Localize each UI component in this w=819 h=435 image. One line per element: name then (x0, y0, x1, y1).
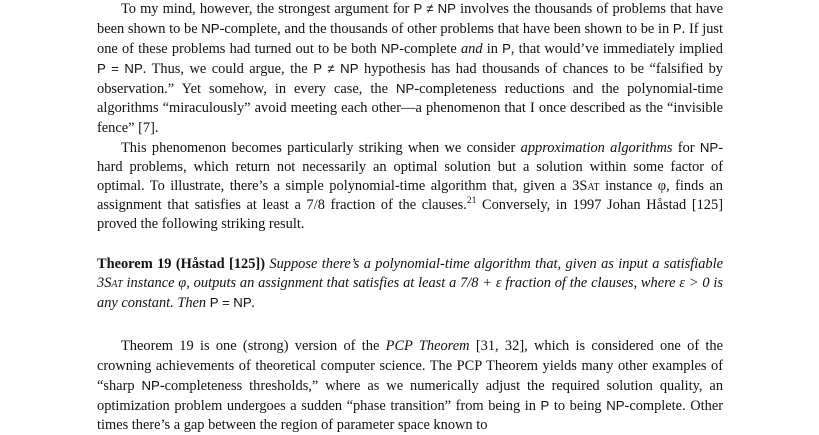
emphasis-approximation-algorithms: approximation algorithms (520, 139, 673, 156)
text-run: -complete. Other times there’s a gap between the region of parameter space known to (97, 397, 724, 433)
footnote-marker[interactable]: 21 (466, 196, 477, 207)
text-run: This phenomenon becomes particularly striking when we consider (121, 139, 521, 156)
theorem-text: . (251, 295, 256, 312)
text-run: -complete (399, 41, 461, 58)
theorem-19 (97, 255, 723, 313)
text-run: -completeness reductions and the polynomial-time algorithms “miraculously” avoid meeting each other—a phenomenon that I once described as the “invisible fence” [7]. (97, 81, 724, 136)
emphasis-pcp-theorem: PCP Theorem (385, 338, 470, 355)
text-run: Conversely, in 1997 Johan Håstad [125] proved the following striking result. (97, 196, 723, 233)
text-run: for (672, 139, 700, 156)
math-np: NP (380, 41, 400, 57)
math-np: NP (201, 21, 220, 37)
text-run: . Thus, we could argue, the (142, 61, 314, 78)
text-run: Theorem 19 is one (strong) version of the (121, 338, 386, 355)
theorem-heading: Theorem 19 (Håstad [125]) (97, 256, 265, 273)
text-run: -hard problems, which return not necessarily an optimal solution but a solution within some factor of optimal. To illustrate, there’s a simple polynomial-time algorithm that, given a 3 (97, 139, 723, 194)
small-caps-sat: Sat (104, 275, 123, 292)
paragraph-pcp-theorem (97, 337, 723, 434)
math-np: NP (396, 81, 415, 97)
text-run: . If just one of these problems had turned out to be both (97, 21, 724, 58)
math-np: NP (141, 377, 160, 393)
text-run: , that would’ve immediately implied (510, 41, 724, 58)
small-caps-sat: Sat (579, 177, 600, 194)
paper-page (97, 0, 723, 435)
paragraph-invisible-fence (97, 0, 723, 138)
text-run: -complete, and the thousands of other problems that have been shown to be in (219, 21, 673, 38)
theorem-text: Suppose there’s a polynomial-time algorithm that, given as input a satisfiable 3 (97, 256, 724, 292)
text-run: -completeness thresholds,” where as we numerically adjust the required solution quality, an optimization problem undergoes a sudden “phase transition” from being in (97, 377, 724, 414)
text-run: hypothesis has had thousands of chances to be “falsified by observation.” Yet somehow, in every case, the (97, 61, 723, 98)
math-p-neq-np: P ≠ NP (413, 1, 456, 16)
math-np: NP (699, 139, 719, 155)
math-p-eq-np: P = NP (209, 295, 252, 311)
theorem-text: instance φ, outputs an assignment that satisfies at least a 7/8 + ε fraction of the clauses, where ε > 0 is any constant. Then (97, 275, 723, 312)
paragraph-approximation (97, 138, 723, 234)
text-run: [31, 32], which is considered one of the crowning achievements of theoretical computer science. The PCP Theorem yields many other examples of “sharp (97, 338, 723, 394)
text-run: in (482, 41, 503, 58)
text-run: to being (549, 397, 607, 414)
emphasis-and: and (460, 41, 483, 58)
math-p: P (540, 397, 550, 413)
text-run: instance φ, finds an assignment that satisfies at least a 7/8 fraction of the clauses. (97, 177, 723, 213)
text-run: involves the thousands of problems that have been shown to be (97, 1, 723, 38)
math-p: P (502, 41, 511, 57)
math-p-eq-np: P = NP (97, 61, 143, 77)
text-run: To my mind, however, the strongest argument for (121, 1, 414, 17)
math-p-neq-np: P ≠ NP (313, 61, 359, 77)
math-np: NP (606, 397, 625, 413)
math-p: P (672, 21, 682, 37)
